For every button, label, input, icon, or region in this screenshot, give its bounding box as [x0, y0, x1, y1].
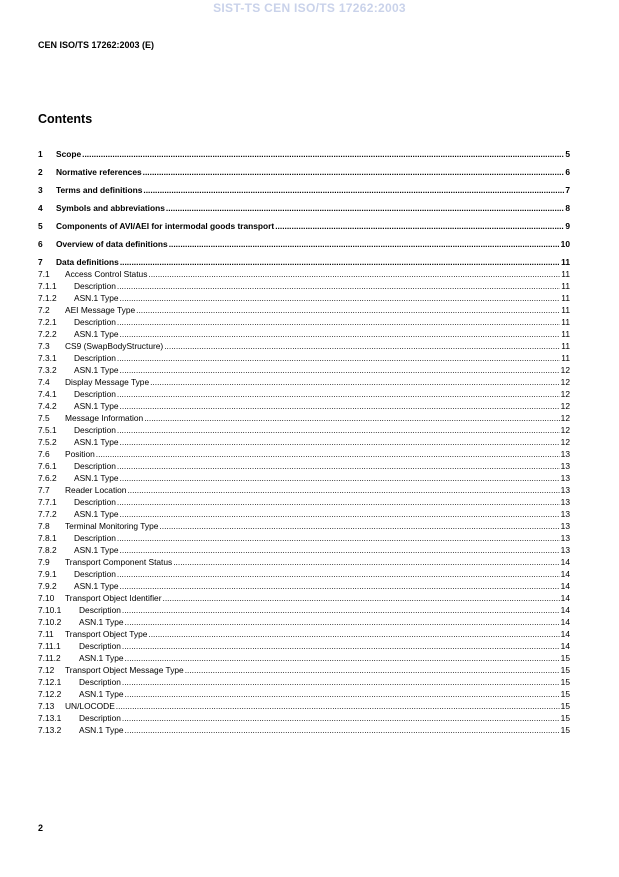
toc-entry-page: 15 — [560, 665, 570, 675]
toc-entry-number: 7.9.2 — [38, 581, 57, 591]
toc-entry-number: 7.8.1 — [38, 533, 57, 543]
toc-entry[interactable] — [38, 436, 570, 448]
toc-entry[interactable] — [38, 556, 570, 568]
toc-entry-title: Description — [74, 425, 116, 435]
toc-entry-title: Terms and definitions — [56, 185, 143, 195]
toc-entry-number: 7.4.1 — [38, 389, 57, 399]
toc-entry-page: 8 — [565, 203, 570, 213]
toc-entry-number: 7.11.2 — [38, 653, 61, 663]
toc-entry-page: 13 — [560, 473, 570, 483]
toc-entry-page: 15 — [560, 713, 570, 723]
toc-entry-page: 12 — [560, 413, 570, 423]
toc-leader-dots — [117, 316, 560, 328]
toc-entry-page: 5 — [565, 149, 570, 159]
toc-leader-dots — [166, 202, 564, 214]
toc-entry-page: 13 — [560, 485, 570, 495]
toc-entry-page: 11 — [561, 341, 570, 351]
toc-entry-page: 11 — [561, 281, 570, 291]
toc-leader-dots — [117, 568, 560, 580]
page-title: Contents — [38, 112, 93, 126]
toc-entry-number: 6 — [38, 239, 43, 249]
toc-leader-dots — [122, 676, 560, 688]
toc-leader-dots — [185, 664, 560, 676]
toc-leader-dots — [120, 400, 560, 412]
toc-entry-title: UN/LOCODE — [65, 701, 115, 711]
toc-entry-page: 14 — [560, 605, 570, 615]
toc-entry[interactable] — [38, 448, 570, 460]
toc-entry-number: 7.13.2 — [38, 725, 62, 735]
toc-entry[interactable] — [38, 412, 570, 424]
toc-entry[interactable] — [38, 700, 570, 712]
toc-entry[interactable] — [38, 400, 570, 412]
toc-entry-title: Scope — [56, 149, 82, 159]
toc-entry-page: 14 — [560, 641, 570, 651]
toc-entry[interactable] — [38, 616, 570, 628]
toc-entry[interactable] — [38, 520, 570, 532]
toc-entry-number: 7.6.1 — [38, 461, 57, 471]
toc-entry[interactable] — [38, 352, 570, 364]
toc-entry-number: 7.9 — [38, 557, 50, 567]
toc-entry-title: Description — [79, 713, 121, 723]
toc-entry-page: 11 — [561, 353, 570, 363]
toc-leader-dots — [122, 712, 560, 724]
toc-entry-title: Terminal Monitoring Type — [65, 521, 159, 531]
toc-entry-title: ASN.1 Type — [74, 545, 119, 555]
toc-leader-dots — [143, 184, 564, 196]
toc-leader-dots — [120, 328, 561, 340]
toc-entry[interactable] — [38, 202, 570, 214]
toc-entry[interactable] — [38, 688, 570, 700]
toc-entry[interactable] — [38, 676, 570, 688]
toc-entry-title: Description — [74, 533, 116, 543]
toc-entry-page: 15 — [560, 653, 570, 663]
document-identifier: CEN ISO/TS 17262:2003 (E) — [38, 40, 155, 50]
toc-entry-page: 13 — [560, 521, 570, 531]
toc-entry-page: 11 — [561, 305, 570, 315]
toc-leader-dots — [143, 166, 565, 178]
toc-entry-title: Normative references — [56, 167, 142, 177]
toc-entry-number: 7 — [38, 257, 43, 267]
toc-entry-number: 7.13 — [38, 701, 55, 711]
toc-entry-title: ASN.1 Type — [74, 401, 119, 411]
toc-entry-title: ASN.1 Type — [74, 293, 119, 303]
page-number: 2 — [38, 823, 44, 833]
toc-entry[interactable] — [38, 496, 570, 508]
toc-entry[interactable] — [38, 376, 570, 388]
toc-entry[interactable] — [38, 628, 570, 640]
toc-entry[interactable] — [38, 544, 570, 556]
toc-entry[interactable] — [38, 580, 570, 592]
toc-entry-number: 7.10.1 — [38, 605, 62, 615]
toc-leader-dots — [120, 364, 560, 376]
toc-entry[interactable] — [38, 724, 570, 736]
toc-entry-page: 15 — [560, 689, 570, 699]
toc-entry-number: 7.6 — [38, 449, 50, 459]
toc-entry-title: Transport Object Identifier — [65, 593, 162, 603]
toc-entry[interactable] — [38, 532, 570, 544]
toc-entry-number: 7.4 — [38, 377, 50, 387]
toc-leader-dots — [275, 220, 564, 232]
toc-entry-page: 7 — [565, 185, 570, 195]
toc-leader-dots — [117, 388, 560, 400]
toc-entry-number: 2 — [38, 167, 43, 177]
toc-entry[interactable] — [38, 184, 570, 196]
toc-entry[interactable] — [38, 484, 570, 496]
toc-entry-title: AEI Message Type — [65, 305, 136, 315]
toc-entry-number: 7.7 — [38, 485, 50, 495]
toc-entry-title: Symbols and abbreviations — [56, 203, 165, 213]
toc-entry-title: Access Control Status — [65, 269, 148, 279]
toc-leader-dots — [125, 724, 560, 736]
toc-leader-dots — [117, 460, 560, 472]
toc-entry-title: ASN.1 Type — [74, 473, 119, 483]
toc-leader-dots — [117, 532, 560, 544]
toc-entry-page: 12 — [560, 389, 570, 399]
toc-entry-page: 11 — [561, 329, 570, 339]
toc-leader-dots — [148, 628, 559, 640]
toc-entry[interactable] — [38, 652, 570, 664]
toc-leader-dots — [164, 340, 560, 352]
toc-entry-number: 7.11.1 — [38, 641, 61, 651]
toc-entry-title: Description — [74, 569, 116, 579]
toc-leader-dots — [148, 268, 560, 280]
toc-entry-page: 12 — [560, 365, 570, 375]
toc-entry-number: 7.13.1 — [38, 713, 62, 723]
toc-entry-number: 7.2 — [38, 305, 50, 315]
toc-entry-title: Overview of data definitions — [56, 239, 168, 249]
toc-leader-dots — [120, 292, 561, 304]
watermark: SIST-TS CEN ISO/TS 17262:2003 — [213, 1, 406, 15]
toc-entry-number: 7.1.2 — [38, 293, 57, 303]
toc-entry-number: 7.4.2 — [38, 401, 57, 411]
toc-leader-dots — [169, 238, 560, 250]
toc-entry-page: 12 — [560, 425, 570, 435]
toc-entry[interactable] — [38, 508, 570, 520]
toc-entry[interactable] — [38, 460, 570, 472]
toc-entry-page: 12 — [560, 401, 570, 411]
toc-entry[interactable] — [38, 592, 570, 604]
toc-leader-dots — [125, 688, 560, 700]
toc-entry-page: 6 — [565, 167, 570, 177]
toc-entry-title: Description — [79, 677, 121, 687]
toc-leader-dots — [163, 592, 560, 604]
toc-entry-title: ASN.1 Type — [79, 653, 124, 663]
toc-entry-title: Description — [74, 317, 116, 327]
toc-entry-number: 1 — [38, 149, 43, 159]
toc-entry-number: 7.2.1 — [38, 317, 57, 327]
toc-entry-title: Components of AVI/AEI for intermodal goods transport — [56, 221, 275, 231]
toc-entry-number: 7.1.1 — [38, 281, 57, 291]
toc-entry-title: Transport Component Status — [65, 557, 173, 567]
toc-entry-page: 11 — [561, 317, 570, 327]
toc-entry[interactable] — [38, 238, 570, 250]
toc-entry[interactable] — [38, 148, 570, 160]
toc-entry-number: 5 — [38, 221, 43, 231]
toc-entry-page: 15 — [560, 677, 570, 687]
toc-entry-title: ASN.1 Type — [74, 437, 119, 447]
toc-entry-page: 15 — [560, 725, 570, 735]
toc-entry-number: 7.1 — [38, 269, 50, 279]
toc-entry-number: 7.3.1 — [38, 353, 57, 363]
toc-leader-dots — [144, 412, 559, 424]
toc-entry-number: 7.12.1 — [38, 677, 62, 687]
toc-entry-number: 7.5.2 — [38, 437, 57, 447]
toc-entry-title: Description — [74, 353, 116, 363]
toc-entry-title: CS9 (SwapBodyStructure) — [65, 341, 164, 351]
toc-entry-page: 13 — [560, 461, 570, 471]
toc-entry-title: Description — [74, 461, 116, 471]
toc-leader-dots — [122, 640, 560, 652]
toc-entry[interactable] — [38, 424, 570, 436]
toc-entry[interactable] — [38, 340, 570, 352]
toc-entry[interactable] — [38, 256, 570, 268]
toc-entry-number: 4 — [38, 203, 43, 213]
toc-entry-page: 12 — [560, 437, 570, 447]
toc-entry-title: Position — [65, 449, 95, 459]
toc-entry[interactable] — [38, 640, 570, 652]
toc-entry-title: Transport Object Message Type — [65, 665, 184, 675]
toc-entry-page: 14 — [560, 617, 570, 627]
toc-leader-dots — [150, 376, 560, 388]
toc-leader-dots — [116, 700, 560, 712]
toc-leader-dots — [120, 508, 560, 520]
toc-leader-dots — [117, 424, 560, 436]
toc-entry-title: Reader Location — [65, 485, 127, 495]
toc-leader-dots — [173, 556, 559, 568]
toc-entry-number: 7.3.2 — [38, 365, 57, 375]
toc-leader-dots — [117, 352, 560, 364]
toc-entry-page: 13 — [560, 497, 570, 507]
toc-entry-page: 11 — [561, 293, 570, 303]
toc-entry-page: 13 — [560, 545, 570, 555]
toc-entry-title: ASN.1 Type — [79, 617, 124, 627]
toc-entry-title: Message Information — [65, 413, 144, 423]
toc-entry-number: 7.5 — [38, 413, 50, 423]
toc-leader-dots — [159, 520, 559, 532]
toc-entry-page: 14 — [560, 581, 570, 591]
toc-leader-dots — [120, 544, 560, 556]
toc-entry-number: 7.9.1 — [38, 569, 57, 579]
toc-entry-page: 11 — [561, 269, 570, 279]
toc-entry[interactable] — [38, 220, 570, 232]
toc-entry-title: Description — [79, 605, 121, 615]
toc-entry-number: 7.2.2 — [38, 329, 57, 339]
toc-entry-page: 11 — [561, 257, 570, 267]
toc-leader-dots — [120, 580, 560, 592]
toc-entry-page: 14 — [560, 557, 570, 567]
toc-entry[interactable] — [38, 280, 570, 292]
toc-entry-page: 14 — [560, 569, 570, 579]
toc-entry[interactable] — [38, 664, 570, 676]
toc-leader-dots — [120, 436, 560, 448]
toc-entry[interactable] — [38, 472, 570, 484]
toc-entry[interactable] — [38, 328, 570, 340]
toc-entry[interactable] — [38, 604, 570, 616]
toc-leader-dots — [117, 280, 560, 292]
toc-entry-title: ASN.1 Type — [79, 725, 124, 735]
toc-entry-page: 12 — [560, 377, 570, 387]
table-of-contents — [38, 148, 570, 736]
toc-leader-dots — [125, 616, 560, 628]
toc-entry-title: Display Message Type — [65, 377, 150, 387]
toc-entry[interactable] — [38, 364, 570, 376]
toc-entry-title: ASN.1 Type — [74, 509, 119, 519]
toc-entry-page: 9 — [565, 221, 570, 231]
toc-entry-page: 14 — [560, 629, 570, 639]
toc-entry[interactable] — [38, 388, 570, 400]
toc-entry[interactable] — [38, 568, 570, 580]
toc-entry-number: 7.12.2 — [38, 689, 62, 699]
toc-entry-page: 13 — [560, 509, 570, 519]
toc-entry[interactable] — [38, 316, 570, 328]
toc-entry-number: 7.8 — [38, 521, 50, 531]
toc-leader-dots — [120, 472, 560, 484]
toc-leader-dots — [96, 448, 560, 460]
toc-entry-number: 7.3 — [38, 341, 50, 351]
toc-entry-number: 7.12 — [38, 665, 55, 675]
toc-leader-dots — [120, 256, 560, 268]
toc-entry-page: 10 — [560, 239, 570, 249]
toc-entry[interactable] — [38, 268, 570, 280]
toc-leader-dots — [117, 496, 560, 508]
toc-leader-dots — [127, 484, 559, 496]
toc-leader-dots — [122, 604, 560, 616]
toc-entry-page: 15 — [560, 701, 570, 711]
toc-entry-number: 7.10 — [38, 593, 55, 603]
toc-entry-number: 7.6.2 — [38, 473, 57, 483]
toc-entry-title: Description — [74, 389, 116, 399]
toc-entry-number: 7.10.2 — [38, 617, 62, 627]
toc-entry-title: ASN.1 Type — [74, 329, 119, 339]
toc-entry[interactable] — [38, 712, 570, 724]
toc-leader-dots — [136, 304, 560, 316]
toc-entry[interactable] — [38, 166, 570, 178]
toc-entry-page: 14 — [560, 593, 570, 603]
toc-entry-title: Description — [74, 497, 116, 507]
toc-entry-title: Description — [79, 641, 121, 651]
toc-entry-title: ASN.1 Type — [74, 365, 119, 375]
toc-entry[interactable] — [38, 304, 570, 316]
toc-entry-title: Transport Object Type — [65, 629, 148, 639]
toc-entry-number: 7.8.2 — [38, 545, 57, 555]
toc-entry-title: Data definitions — [56, 257, 119, 267]
toc-leader-dots — [82, 148, 564, 160]
toc-entry-page: 13 — [560, 449, 570, 459]
toc-entry-number: 7.11 — [38, 629, 54, 639]
toc-entry-title: Description — [74, 281, 116, 291]
toc-entry-title: ASN.1 Type — [74, 581, 119, 591]
toc-entry[interactable] — [38, 292, 570, 304]
toc-entry-number: 3 — [38, 185, 43, 195]
toc-leader-dots — [125, 652, 560, 664]
toc-entry-number: 7.5.1 — [38, 425, 57, 435]
toc-entry-number: 7.7.2 — [38, 509, 57, 519]
toc-entry-title: ASN.1 Type — [79, 689, 124, 699]
toc-entry-page: 13 — [560, 533, 570, 543]
toc-entry-number: 7.7.1 — [38, 497, 57, 507]
